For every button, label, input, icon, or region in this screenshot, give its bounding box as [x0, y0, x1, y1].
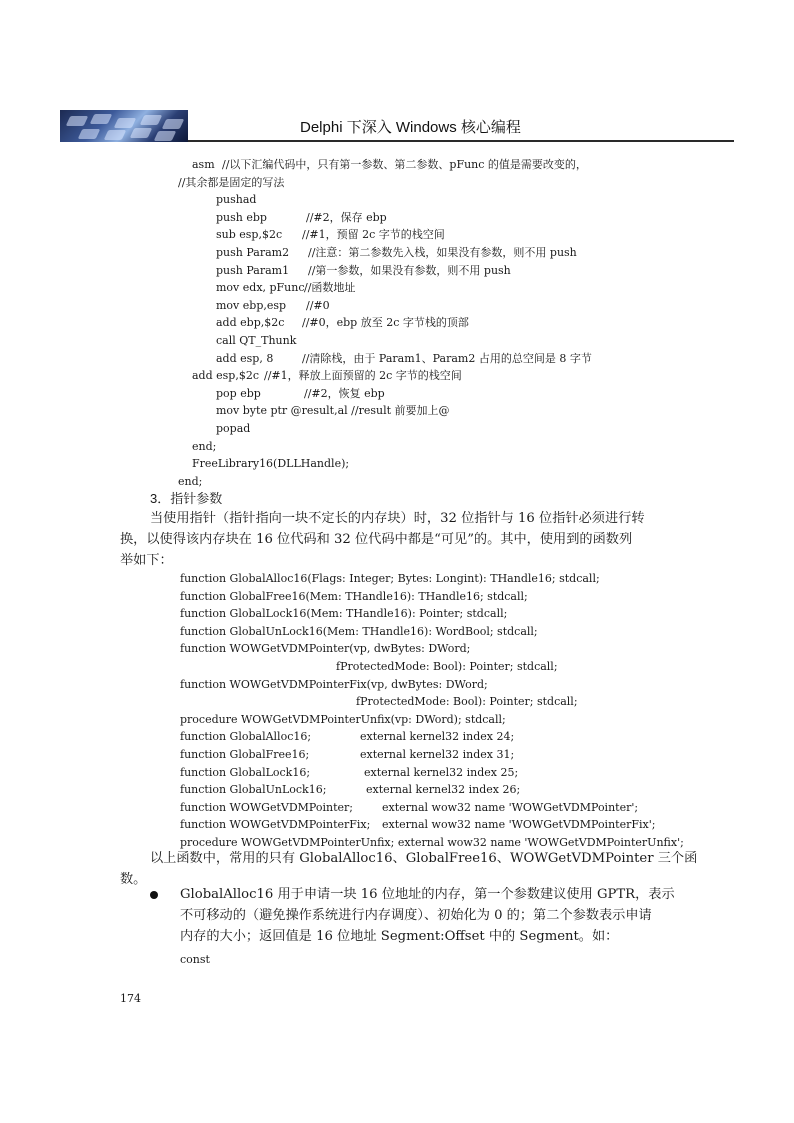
asm-comment: //函数地址 — [304, 281, 356, 294]
header-rule — [188, 140, 734, 142]
bullet-line-3: 内存的大小；返回值是 16 位地址 Segment:Offset 中的 Segment。如： — [180, 929, 619, 944]
asm-comment: //注意：第二参数先入栈，如果没有参数，则不用 push — [308, 246, 577, 259]
asm-code-line: call QT_Thunk — [216, 334, 297, 347]
asm-comment: //#0 — [306, 299, 330, 312]
declaration-line: function GlobalAlloc16(Flags: Integer; Bytes: Longint): THandle16; stdcall; — [180, 572, 600, 585]
asm-comment: //以下汇编代码中，只有第一参数、第二参数、pFunc 的值是需要改变的， — [222, 158, 587, 171]
asm-code-line: push ebp — [216, 211, 267, 224]
declaration-continuation: fProtectedMode: Bool): Pointer; stdcall; — [336, 660, 558, 673]
bullet-dot — [150, 891, 158, 899]
asm-comment: //#2，恢复 ebp — [304, 387, 385, 400]
asm-code-line: add esp,$2c — [192, 369, 259, 382]
asm-comment: //#1，释放上面预留的 2c 字节的栈空间 — [264, 369, 462, 382]
declaration-line: procedure WOWGetVDMPointerUnfix; external wow32 name 'WOWGetVDMPointerUnfix'; — [180, 836, 684, 849]
bullet-line-2: 不可移动的（避免操作系统进行内存调度）、初始化为 0 的；第二个参数表示申请 — [180, 908, 652, 923]
asm-code-line: end; — [178, 475, 203, 488]
bullet-line-1: GlobalAlloc16 用于申请一块 16 位地址的内存，第一个参数建议使用 GPTR，表示 — [180, 887, 675, 902]
section-heading: 3．指针参数 — [150, 491, 223, 506]
asm-code-line: mov edx, pFunc — [216, 281, 305, 294]
declaration-line: function GlobalAlloc16; — [180, 730, 312, 743]
asm-code-line: pushad — [216, 193, 257, 206]
intro-line-1: 当使用指针（指针指向一块不定长的内存块）时，32 位指针与 16 位指针必须进行转 — [150, 511, 645, 526]
declaration-continuation: fProtectedMode: Bool): Pointer; stdcall; — [356, 695, 578, 708]
declaration-line: function GlobalFree16; — [180, 748, 310, 761]
asm-code-line: mov byte ptr @result,al //result 前要加上@ — [216, 404, 450, 417]
asm-comment: //#2，保存 ebp — [306, 211, 387, 224]
declaration-continuation: external wow32 name 'WOWGetVDMPointerFix'; — [382, 818, 656, 831]
declaration-line: function GlobalFree16(Mem: THandle16): THandle16; stdcall; — [180, 590, 528, 603]
intro-line-3: 举如下： — [120, 553, 173, 568]
asm-comment: //#0，ebp 放至 2c 字节栈的顶部 — [302, 316, 469, 329]
asm-code-line: add ebp,$2c — [216, 316, 285, 329]
declaration-continuation: external kernel32 index 31; — [360, 748, 515, 761]
summary-line-1: 以上函数中，常用的只有 GlobalAlloc16、GlobalFree16、WOWGetVDMPointer 三个函 — [150, 851, 698, 866]
asm-comment: //其余都是固定的写法 — [178, 176, 285, 189]
declaration-continuation: external kernel32 index 26; — [366, 783, 521, 796]
asm-code-line: mov ebp,esp — [216, 299, 287, 312]
declaration-line: function GlobalUnLock16(Mem: THandle16): WordBool; stdcall; — [180, 625, 538, 638]
header-keyboard-image — [60, 110, 188, 142]
declaration-continuation: external wow32 name 'WOWGetVDMPointer'; — [382, 801, 639, 814]
asm-comment: //第一参数，如果没有参数，则不用 push — [308, 264, 511, 277]
asm-code-line: popad — [216, 422, 251, 435]
declaration-continuation: external kernel32 index 25; — [364, 766, 519, 779]
asm-code-line: end; — [192, 440, 217, 453]
asm-comment: //#1，预留 2c 字节的栈空间 — [302, 228, 445, 241]
declaration-line: function WOWGetVDMPointerFix; — [180, 818, 371, 831]
declaration-line: function GlobalLock16; — [180, 766, 311, 779]
asm-code-line: pop ebp — [216, 387, 261, 400]
asm-code-line: FreeLibrary16(DLLHandle); — [192, 457, 350, 470]
declaration-line: function WOWGetVDMPointer; — [180, 801, 353, 814]
asm-comment: //清除栈，由于 Param1、Param2 占用的总空间是 8 字节 — [302, 352, 592, 365]
asm-code-line: push Param1 — [216, 264, 290, 277]
declaration-continuation: external kernel32 index 24; — [360, 730, 515, 743]
trailing-code-line: const — [180, 953, 210, 966]
declaration-line: function GlobalUnLock16; — [180, 783, 327, 796]
summary-line-2: 数。 — [120, 872, 147, 887]
declaration-line: function WOWGetVDMPointerFix(vp, dwBytes: DWord; — [180, 678, 488, 691]
running-header-title: Delphi 下深入 Windows 核心编程 — [300, 119, 521, 136]
declaration-line: procedure WOWGetVDMPointerUnfix(vp: DWord); stdcall; — [180, 713, 506, 726]
declaration-line: function WOWGetVDMPointer(vp, dwBytes: DWord; — [180, 642, 471, 655]
asm-code-line: push Param2 — [216, 246, 290, 259]
declaration-line: function GlobalLock16(Mem: THandle16): Pointer; stdcall; — [180, 607, 508, 620]
asm-code-line: sub esp,$2c — [216, 228, 283, 241]
asm-code-line: asm — [192, 158, 215, 171]
intro-line-2: 换，以使得该内存块在 16 位代码和 32 位代码中都是“可见”的。其中，使用到的函数列 — [120, 532, 633, 547]
page-number: 174 — [120, 992, 141, 1005]
asm-code-line: add esp, 8 — [216, 352, 274, 365]
